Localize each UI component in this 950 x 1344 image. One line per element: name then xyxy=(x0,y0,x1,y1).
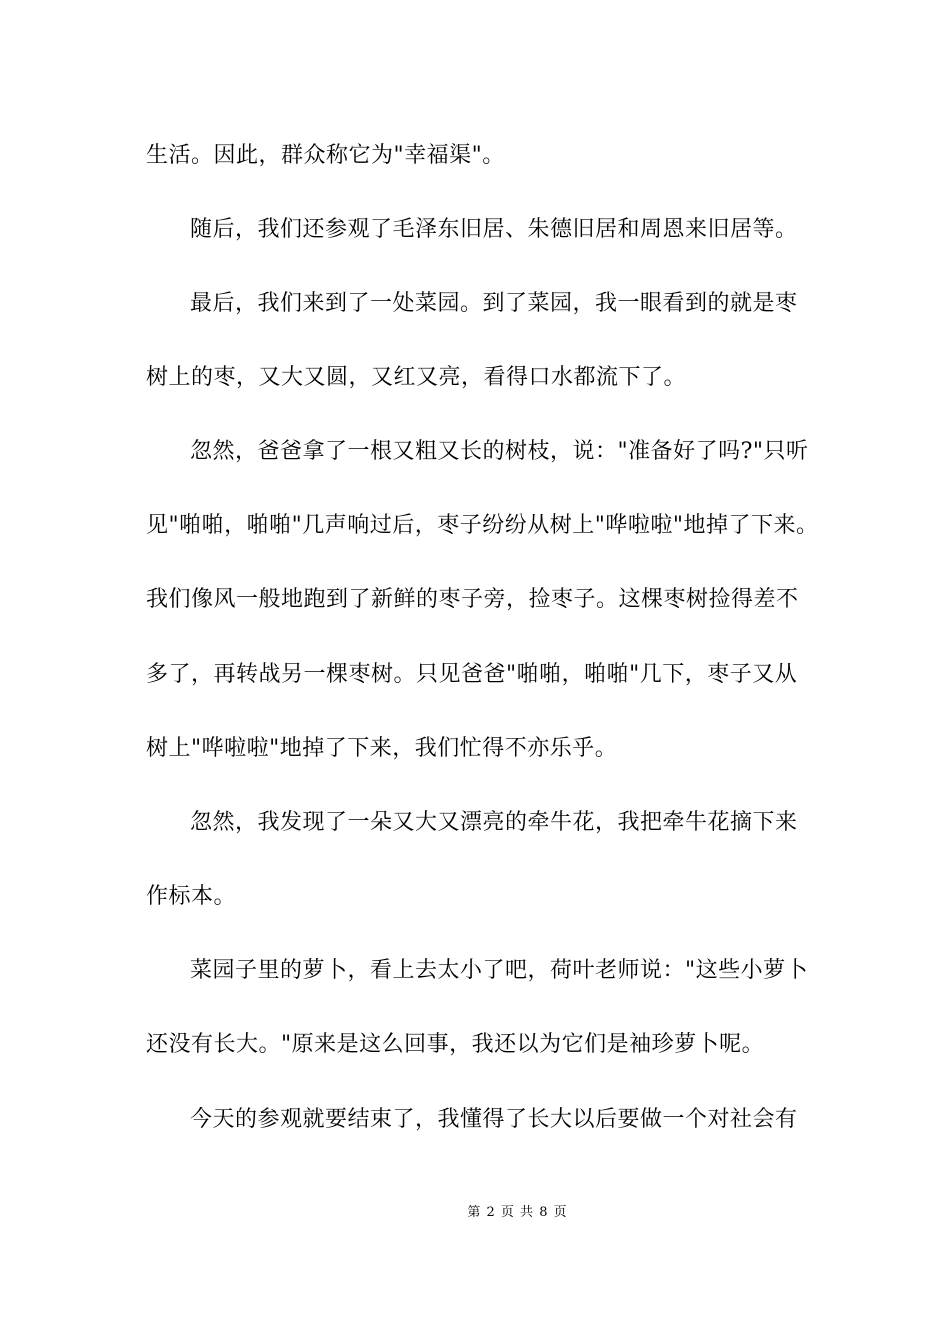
text-line-1: 生活。因此，群众称它为"幸福渠"。 xyxy=(146,143,505,168)
text-line-2: 随后，我们还参观了毛泽东旧居、朱德旧居和周恩来旧居等。 xyxy=(190,217,798,242)
text-line-9: 树上"哗啦啦"地掉了下来，我们忙得不亦乐乎。 xyxy=(146,736,618,761)
text-line-14: 今天的参观就要结束了，我懂得了长大以后要做一个对社会有 xyxy=(190,1107,798,1132)
page-number-footer: 第 2 页 共 8 页 xyxy=(467,1205,568,1220)
text-line-10: 忽然，我发现了一朵又大又漂亮的牵牛花，我把牵牛花摘下来 xyxy=(190,810,798,835)
text-line-4: 树上的枣，又大又圆，又红又亮，看得口水都流下了。 xyxy=(146,365,687,390)
text-line-3: 最后，我们来到了一处菜园。到了菜园，我一眼看到的就是枣 xyxy=(190,291,798,316)
text-line-5: 忽然，爸爸拿了一根又粗又长的树枝，说："准备好了吗?"只听 xyxy=(190,439,809,464)
text-line-6: 见"啪啪，啪啪"几声响过后，枣子纷纷从树上"哗啦啦"地掉了下来。 xyxy=(146,513,819,538)
text-line-7: 我们像风一般地跑到了新鲜的枣子旁，捡枣子。这棵枣树捡得差不 xyxy=(146,587,799,612)
text-line-11: 作标本。 xyxy=(146,884,237,909)
text-line-13: 还没有长大。"原来是这么回事，我还以为它们是袖珍萝卜呢。 xyxy=(146,1032,765,1057)
text-line-12: 菜园子里的萝卜，看上去太小了吧，荷叶老师说："这些小萝卜 xyxy=(190,958,809,983)
text-line-8: 多了，再转战另一棵枣树。只见爸爸"啪啪，啪啪"几下，枣子又从 xyxy=(146,662,798,687)
